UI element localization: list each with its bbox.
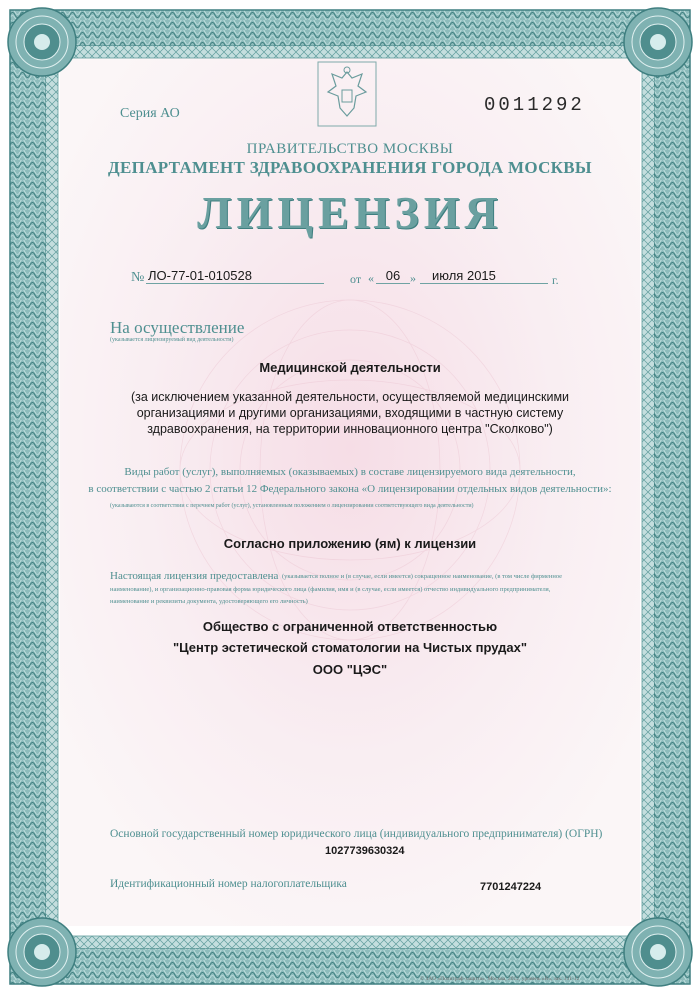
ogrn-value: 1027739630324 <box>325 845 405 857</box>
number-sign: № <box>131 270 145 285</box>
corner-rosette-tl <box>8 8 76 76</box>
printer-note: © ЗАО «Полиграф-защита», Москва, 2012, уровень «В», зак. 131-12 <box>420 976 580 982</box>
department-name: ДЕПАРТАМЕНТ ЗДРАВООХРАНЕНИЯ ГОРОДА МОСКВЫ <box>108 158 592 177</box>
activity-note: (за исключением указанной деятельности, осуществляемой медицинскими организациями и другими организациями, входящими в частную систему здравоохранения, на территории инновационного центра "Сколково") <box>130 390 570 436</box>
licensee-lead: Настоящая лицензия предоставлена <box>110 570 279 582</box>
licensee-hint3: наименование и реквизиты документа, удостоверяющего его личность) <box>110 598 308 605</box>
from-label: от <box>350 272 362 286</box>
inn-label: Идентификационный номер налогоплательщика <box>110 878 347 890</box>
ogrn-label: Основной государственный номер юридического лица (индивидуального предпринимателя) (ОГРН) <box>110 828 603 840</box>
works-hint: (указываются в соответствии с перечнем работ (услуг), установленным положением о лицензировании соответствующего вида деятельности) <box>110 503 474 509</box>
inn-value: 7701247224 <box>480 881 542 893</box>
year-suffix: г. <box>552 273 559 287</box>
works-line1: Виды работ (услуг), выполняемых (оказываемых) в составе лицензируемого вида деятельности, <box>124 466 576 478</box>
quote-close: » <box>410 271 416 285</box>
works-value: Согласно приложению (ям) к лицензии <box>223 536 477 551</box>
document-title: ЛИЦЕНЗИЯ <box>197 187 503 238</box>
corner-rosette-bl <box>8 918 76 986</box>
licensee-hint1: (указывается полное и (в случае, если имеется) сокращенное наименование, (в том числе фирменное <box>282 573 563 580</box>
license-day: 06 <box>376 268 410 284</box>
corner-rosette-br <box>624 918 692 986</box>
licensee-short-name: ООО "ЦЭС" <box>312 662 388 677</box>
licensee-name-line1: Общество с ограниченной ответственностью <box>202 619 498 634</box>
government-name: ПРАВИТЕЛЬСТВО МОСКВЫ <box>246 141 454 157</box>
works-line2: в соответствии с частью 2 статьи 12 Федерального закона «О лицензировании отдельных видов деятельности»: <box>88 483 612 495</box>
licensee-name-line2: "Центр эстетической стоматологии на Чистых прудах" <box>172 640 528 655</box>
corner-rosette-tr <box>624 8 692 76</box>
license-number: ЛО-77-01-010528 <box>146 268 324 284</box>
activity-heading: На осуществление <box>110 318 245 337</box>
license-month-year: июля 2015 <box>420 268 548 284</box>
activity-name: Медицинской деятельности <box>259 360 441 375</box>
serial-number: 0011292 <box>484 94 585 116</box>
series-label: Серия АО <box>120 106 180 121</box>
quote-open: « <box>368 271 374 285</box>
activity-hint: (указывается лицензируемый вид деятельности) <box>110 337 234 343</box>
licensee-hint2: наименование), и организационно-правовая форма юридического лица (фамилия, имя и (в случае, если имеется) отчество индивидуального предпринимателя, <box>110 586 551 593</box>
